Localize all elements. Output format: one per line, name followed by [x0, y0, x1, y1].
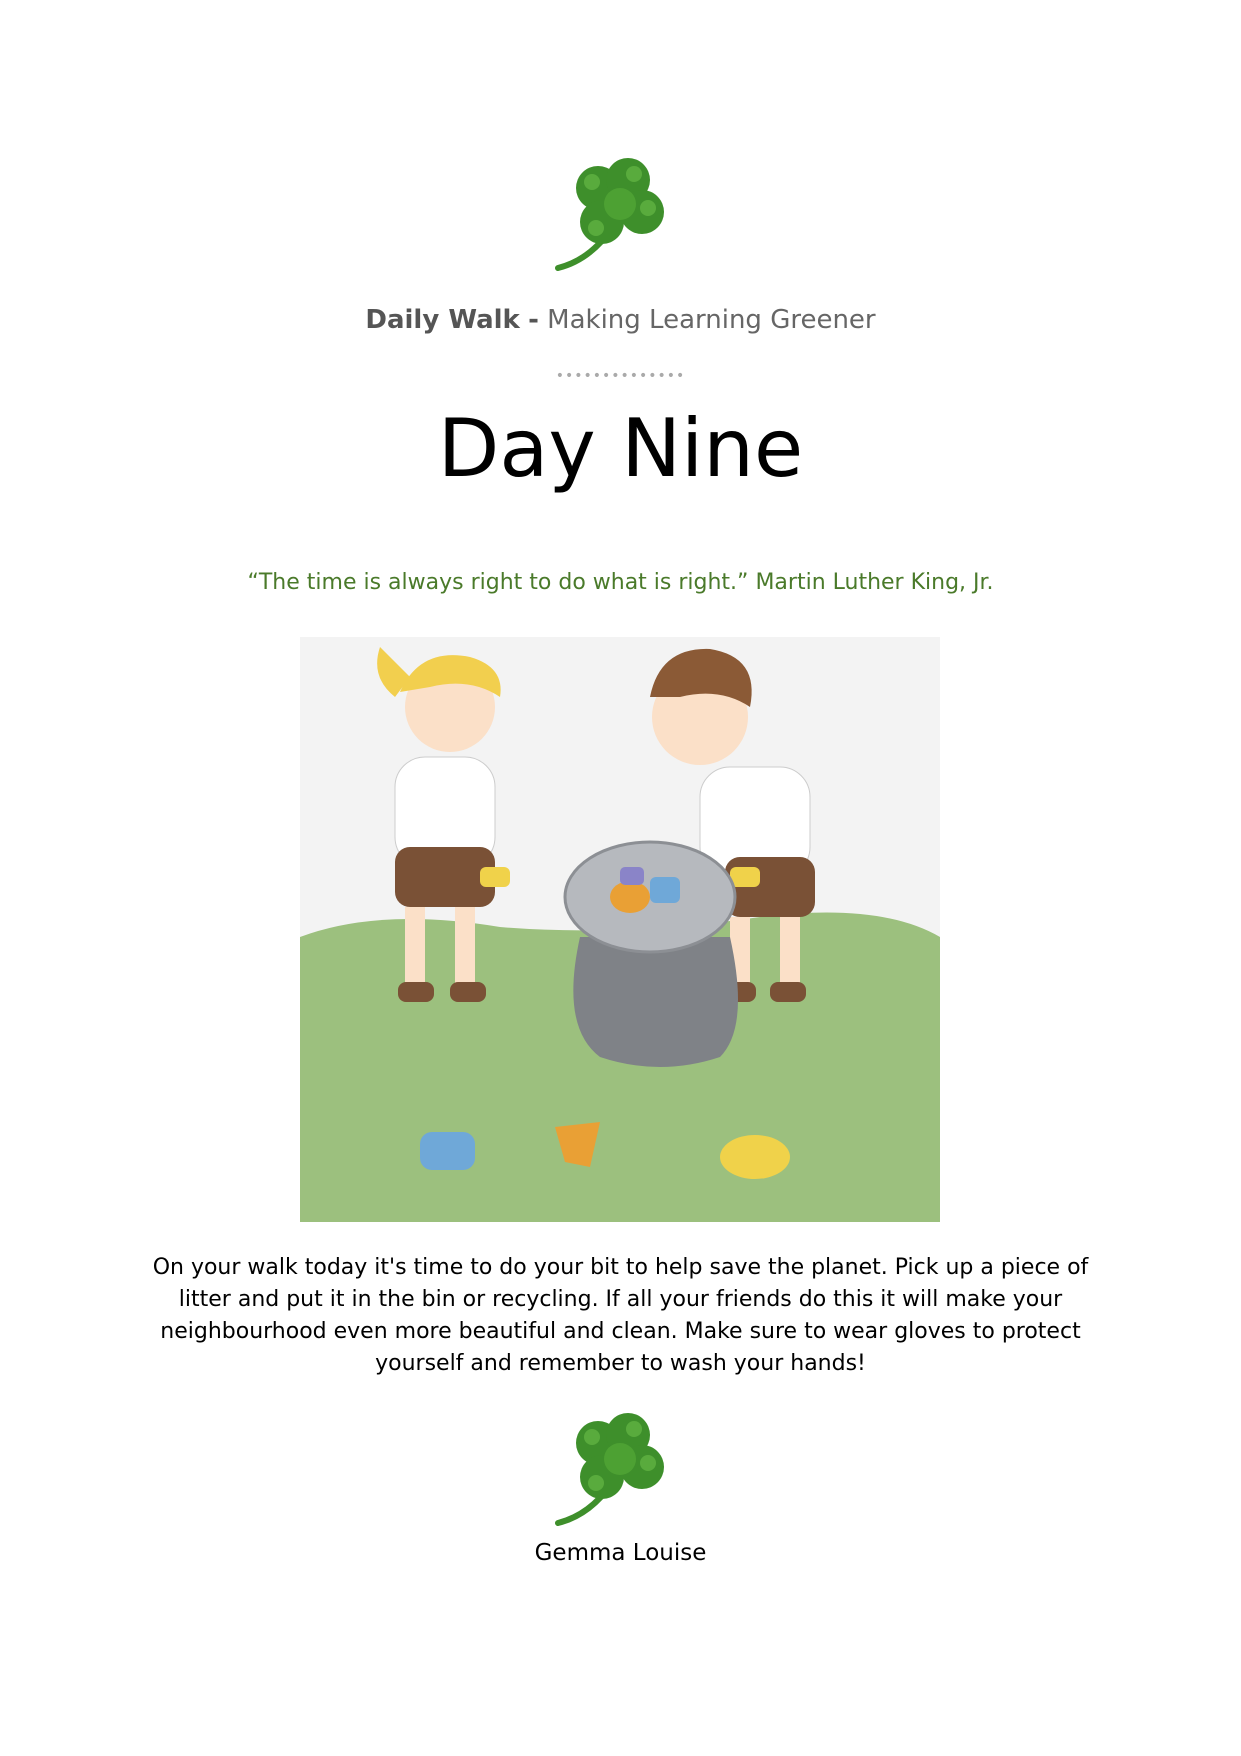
signature: Gemma Louise — [534, 1540, 707, 1566]
page-title: Day Nine — [437, 402, 804, 495]
instructions-text: On your walk today it's time to do your bit to help save the planet. Pick up a piece of litter and put it in the bin or recycling. If all your friends do this it will make your neighbourhood even more beautiful and clean. Make sure to wear gloves to protect yourself and remember to wash your hands! — [152, 1255, 1089, 1376]
quote: “The time is always right to do what is right.” Martin Luther King, Jr. — [247, 570, 994, 595]
litter-bag — [565, 842, 738, 1067]
dot-divider: •••••••••••••• — [555, 368, 686, 384]
clover-logo-icon — [540, 150, 690, 280]
header-separator: - — [528, 305, 539, 335]
children-picking-up-litter-illustration — [300, 637, 940, 1222]
blue-can-litter — [420, 1132, 475, 1170]
brand-name: Daily Walk — [365, 305, 520, 335]
header-line — [0, 305, 1241, 335]
clover-signature-icon — [540, 1405, 690, 1535]
yellow-can-litter — [720, 1135, 790, 1179]
tagline: Making Learning Greener — [547, 305, 876, 335]
